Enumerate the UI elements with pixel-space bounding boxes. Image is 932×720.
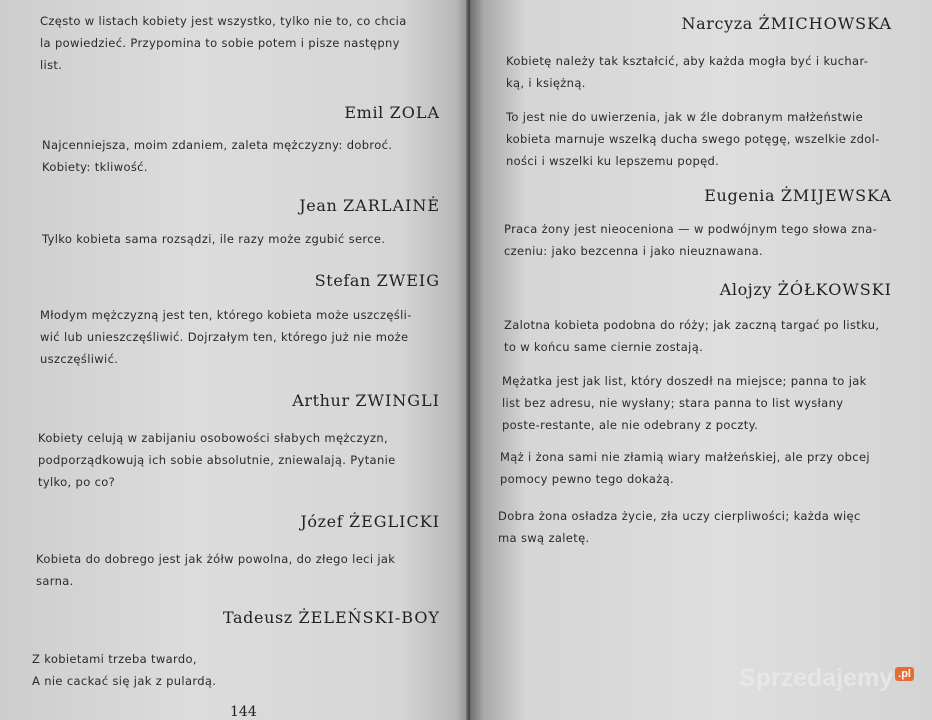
text-line: Często w listach kobiety jest wszystko, tylko nie to, co chcia [40, 14, 407, 28]
quote: Mężatka jest jak list, który doszedł na miejsce; panna to jak list bez adresu, nie wysłany; stara panna to list wysłany poste-restante, ale nie odebrany z poczty. [502, 374, 867, 432]
quote: To jest nie do uwierzenia, jak w źle dobranym małżeństwie kobieta marnuje wszelką ducha swego potęgę, wszelkie zdol- ności i wszelki ku lepszemu popęd. [506, 110, 880, 168]
quote: Praca żony jest nieoceniona — w podwójnym tego słowa zna- czeniu: jako bezcenna i jako nieuznawana. [504, 222, 878, 258]
quote: Kobietę należy tak kształcić, aby każda mogła być i kuchar- ką, i księżną. [506, 54, 869, 90]
page-number: 144 [230, 704, 257, 720]
quote: Zalotna kobieta podobna do róży; jak zaczną targać po listku, to w końcu same ciernie zostają. [504, 318, 880, 354]
author-heading: Emil ZOLA [344, 103, 440, 122]
quote: Najcenniejsza, moim zdaniem, zaleta mężczyzny: dobroć. Kobiety: tkliwość. [42, 138, 393, 174]
watermark-logo: Sprzedajemy .pl [739, 664, 914, 693]
quote: Młodym mężczyzną jest ten, którego kobieta może uszczęśli- wić lub unieszczęśliwić. Dojrzałym ten, którego już nie może uszczęśliwić. [40, 308, 412, 366]
right-page [470, 0, 932, 720]
text-line: list. [40, 58, 63, 72]
author-heading: Alojzy ŻÓŁKOWSKI [719, 280, 892, 299]
author-heading: Józef ŻEGLICKI [300, 512, 440, 531]
quote: Kobiety celują w zabijaniu osobowości słabych mężczyzn, podporządkowują ich sobie absolutnie, zniewalają. Pytanie tylko, po co? [38, 431, 396, 489]
quote: Z kobietami trzeba twardo, A nie cackać się jak z pulardą. [32, 652, 217, 688]
intro-text [40, 10, 407, 76]
author-heading: Arthur ZWINGLI [292, 391, 440, 410]
author-heading: Tadeusz ŻELEŃSKI-BOY [223, 608, 440, 627]
author-heading: Narcyza ŻMICHOWSKA [681, 14, 892, 33]
quote: Tylko kobieta sama rozsądzi, ile razy może zgubić serce. [42, 232, 386, 246]
author-heading: Jean ZARLAINĖ [299, 196, 440, 215]
quote: Mąż i żona sami nie złamią wiary małżeńskiej, ale przy obcej pomocy pewno tego dokażą. [500, 450, 870, 486]
quote: Dobra żona osładza życie, zła uczy cierpliwości; każda więc ma swą zaletę. [498, 509, 861, 545]
text-line: la powiedzieć. Przypomina to sobie potem i pisze następny [40, 36, 400, 50]
author-heading: Stefan ZWEIG [314, 271, 440, 290]
quote: Kobieta do dobrego jest jak żółw powolna, do złego leci jak sarna. [36, 552, 396, 588]
author-heading: Eugenia ŻMIJEWSKA [704, 186, 892, 205]
